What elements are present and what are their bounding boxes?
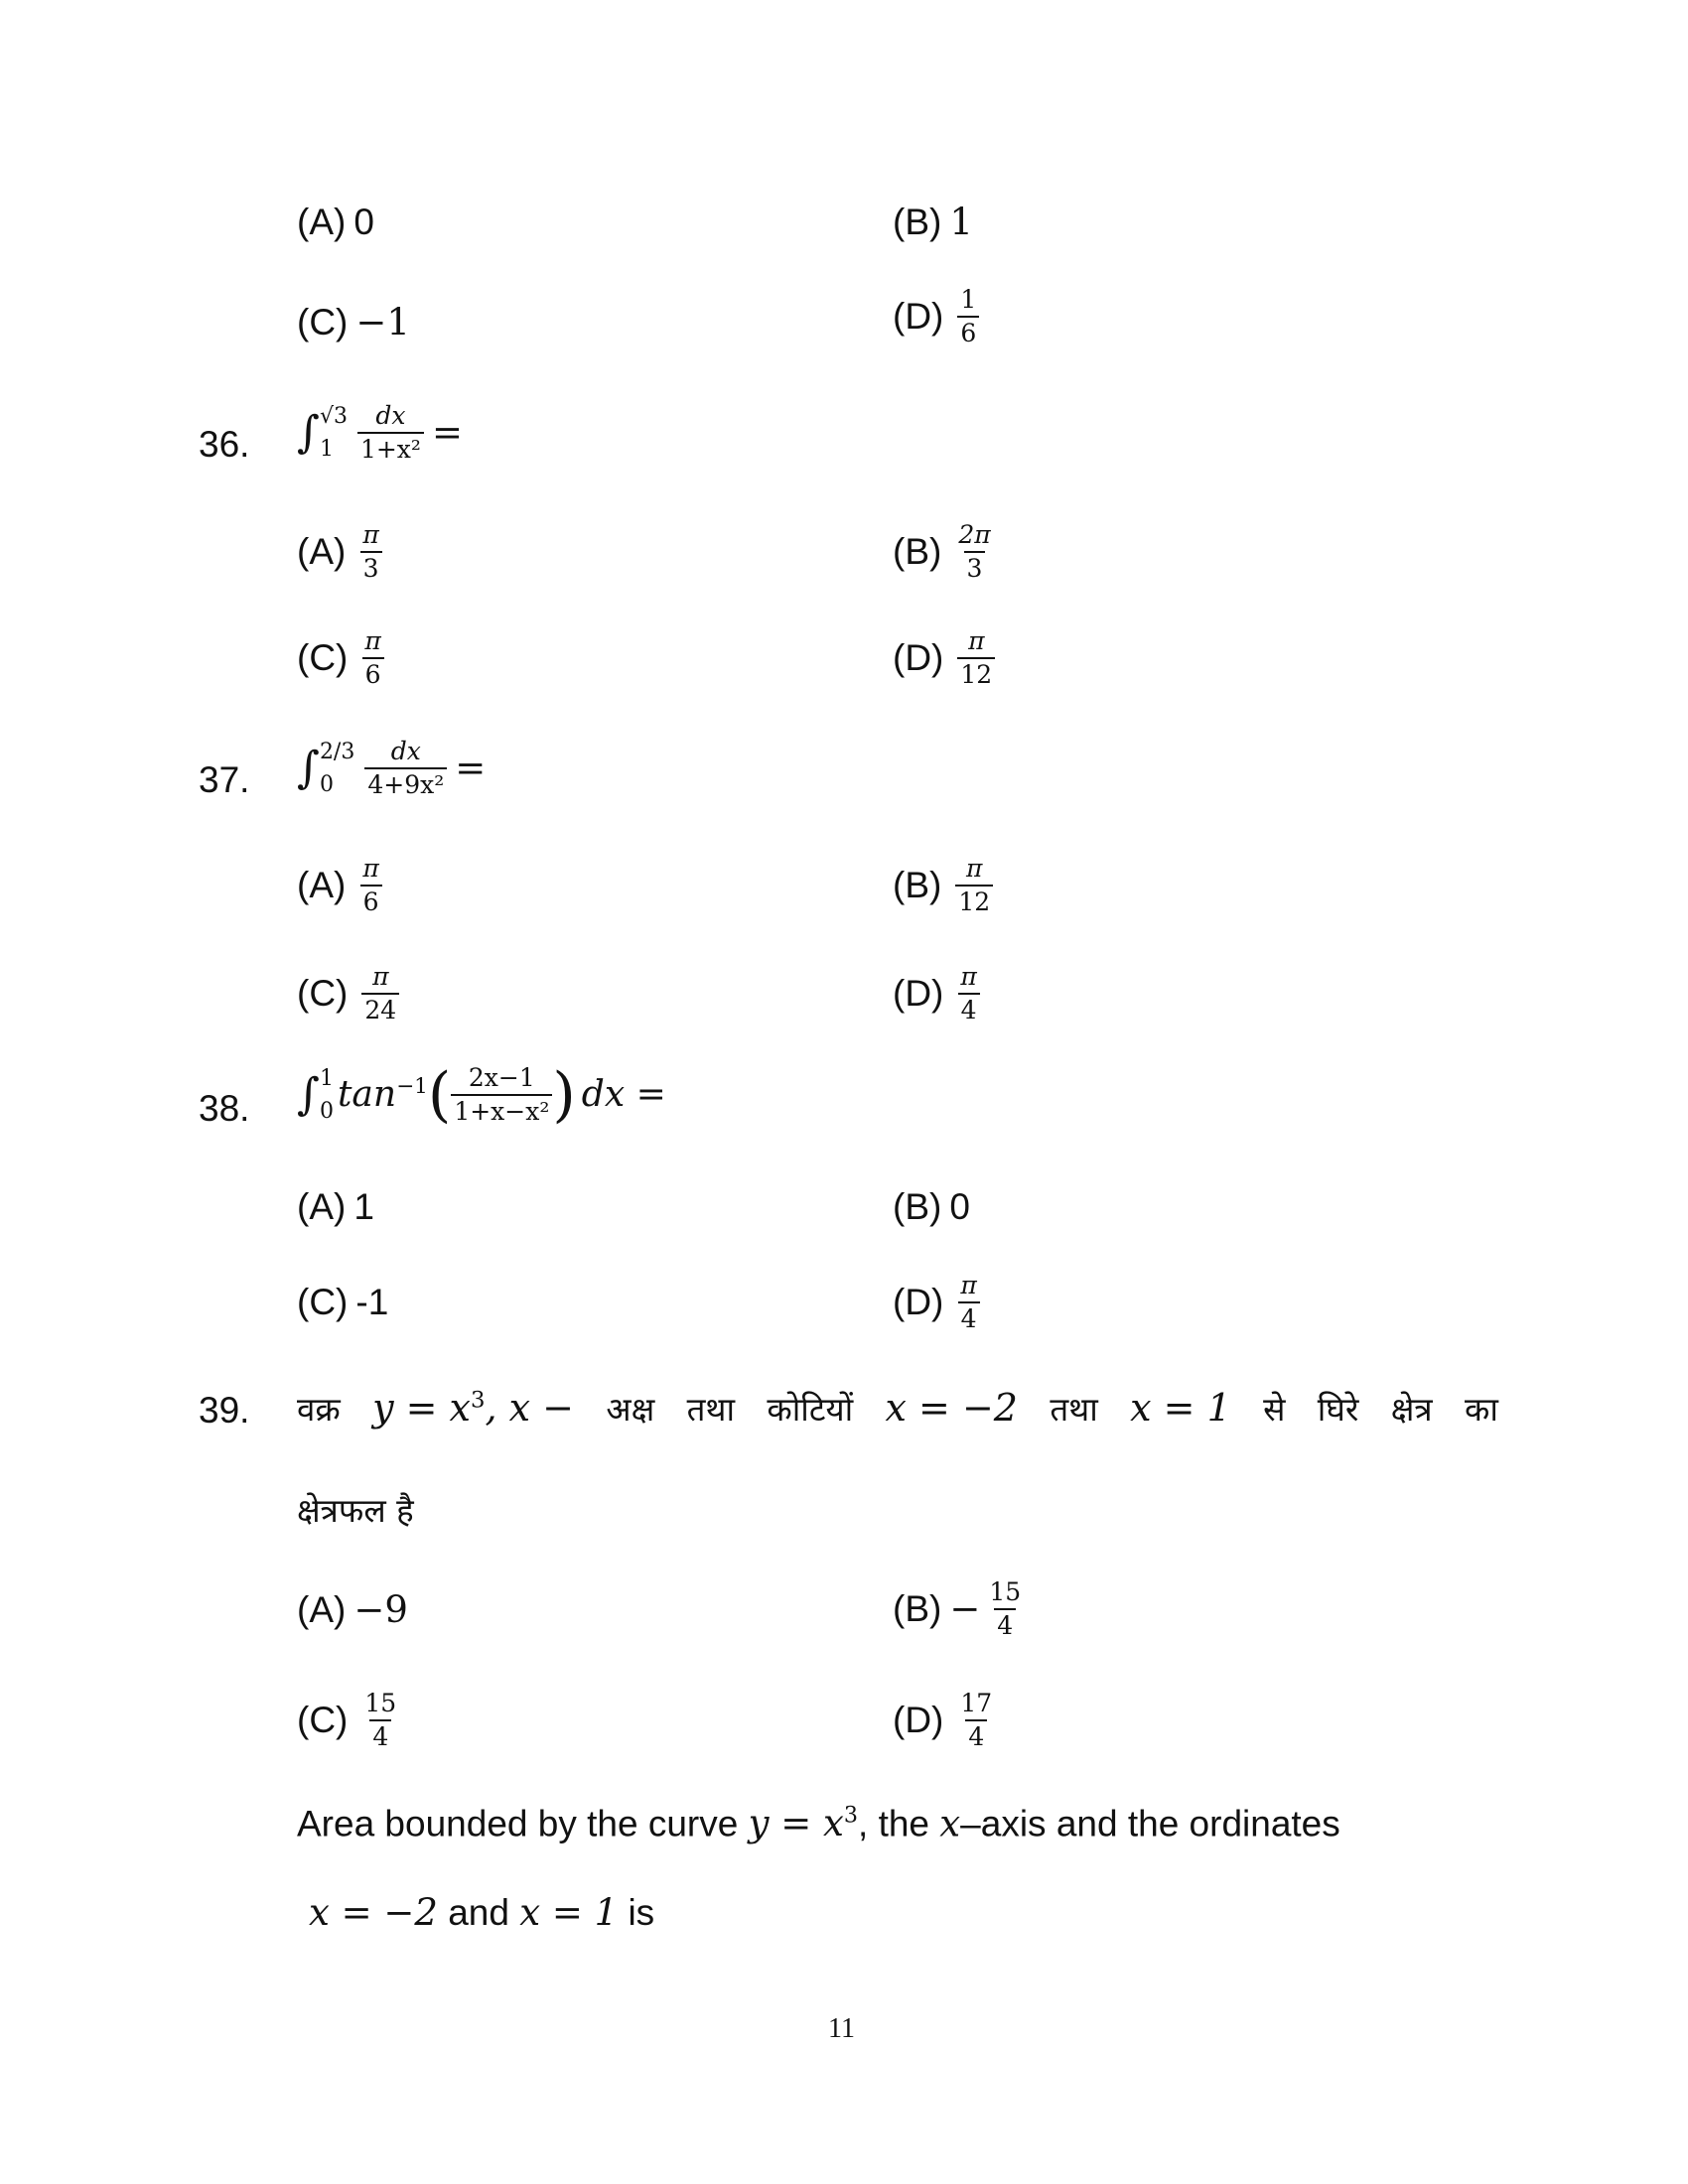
q39-hindi-line-1: वक्र $y = x^3$, x − अक्ष तथा कोटियों x = −2 तथा x = 1 से घिरे क्षेत्र का [297,1386,1498,1430]
integral-sign: ∫ [297,1069,320,1120]
question-number: 39. [199,1390,250,1431]
q39-english-line-2: x = −2 and x = 1 is [309,1891,655,1934]
option-value: -1 [355,1282,389,1322]
option-label: (B) [893,202,942,242]
option-label: (B) [893,531,942,572]
fraction: $\frac{\pi}{12}$ [957,627,995,688]
q38-option-a[interactable] [297,1188,374,1225]
option-label: (A) [297,865,347,905]
q38-option-c[interactable] [297,1284,388,1320]
integral-sign: ∫ [297,743,320,793]
fraction: $\frac{\pi}{3}$ [359,521,381,582]
q36-option-a[interactable] [297,521,382,582]
fraction: $\frac{\pi}{6}$ [361,627,383,688]
option-value: −1 [355,301,410,343]
q37-option-c[interactable] [297,963,399,1024]
option-label: (B) [893,865,942,905]
q38-option-b[interactable] [893,1188,970,1225]
integral-limits: √3 1 [319,403,348,462]
q39-option-a[interactable] [297,1588,408,1631]
option-value: 1 [949,201,973,243]
equals-sign: = [455,747,487,789]
function-name: $\tan^{-1}$ [337,1074,428,1115]
option-value: 1 [353,1186,374,1227]
fraction: $\frac{\pi}{24}$ [361,963,399,1024]
q38-integral [297,1059,666,1130]
option-value: 0 [949,1186,970,1227]
q35-option-a[interactable] [297,204,374,240]
fraction: $\frac{\pi}{6}$ [359,855,381,915]
question-number: 38. [199,1088,250,1129]
option-value: 0 [353,202,374,242]
option-label: (A) [297,1186,347,1227]
q37-option-b[interactable] [893,855,993,915]
option-label: (B) [893,1186,942,1227]
q37-option-d[interactable] [893,963,980,1024]
q35-option-b[interactable] [893,201,973,243]
option-label: (C) [297,1282,349,1322]
left-paren: ( [427,1059,452,1130]
option-label: (D) [893,1700,944,1740]
q36-option-c[interactable] [297,627,384,688]
q35-option-c[interactable] [297,301,410,343]
minus-sign: − [949,1587,981,1630]
option-label: (A) [297,531,347,572]
option-label: (D) [893,637,944,678]
fraction: $\frac{2\pi}{3}$ [958,520,991,583]
q36-option-d[interactable] [893,627,995,688]
q37-integral [297,738,486,798]
option-label: (A) [297,202,347,242]
right-paren: ) [552,1059,576,1130]
integrand-fraction: $\frac{dx}{\text{4+9x²}}$ [364,738,447,798]
q39-hindi-line-2: क्षेत्रफल है [297,1491,414,1530]
q39-english-line-1: Area bounded by the curve $y = x^3$, the x–axis and the ordinates [297,1802,1340,1845]
option-label: (C) [297,973,349,1014]
integral-limits: 2/3 0 [319,739,355,797]
option-label: (A) [297,1589,347,1630]
option-value: −9 [353,1588,408,1631]
fraction: $\frac{\pi}{4}$ [957,963,979,1024]
equals-sign: = [431,411,463,454]
q38-option-d[interactable] [893,1272,980,1332]
q39-option-b[interactable] [893,1578,1024,1639]
integral-sign: ∫ [297,407,320,458]
question-number: 36. [199,424,250,465]
option-label: (C) [297,637,349,678]
fraction: $\frac{\pi}{12}$ [955,855,993,915]
differential: dx = [581,1074,666,1115]
page-number: 11 [828,2013,855,2044]
fraction: $\frac{15}{4}$ [364,1689,397,1751]
option-label: (D) [893,296,944,337]
q36-option-b[interactable] [893,521,994,582]
option-label: (B) [893,1588,942,1629]
fraction: $\frac{1}{6}$ [957,286,979,346]
question-number: 37. [199,759,250,800]
fraction: $\frac{\pi}{4}$ [957,1272,979,1332]
integral-limits: 1 0 [319,1065,334,1124]
q37-option-a[interactable] [297,855,382,915]
q36-integral [297,402,463,463]
option-label: (C) [297,302,349,342]
q35-option-d[interactable] [893,286,979,346]
integrand-fraction: $\frac{2x-1}{\text{1+x−x²}}$ [451,1064,552,1125]
integrand-fraction: $\frac{dx}{\text{1+x²}}$ [357,402,424,463]
option-label: (D) [893,1282,944,1322]
fraction: $\frac{15}{4}$ [989,1577,1022,1640]
option-label: (D) [893,973,944,1014]
q39-option-d[interactable] [893,1690,995,1750]
q39-option-c[interactable] [297,1690,399,1750]
option-label: (C) [297,1700,349,1740]
fraction: $\frac{17}{4}$ [960,1689,993,1751]
